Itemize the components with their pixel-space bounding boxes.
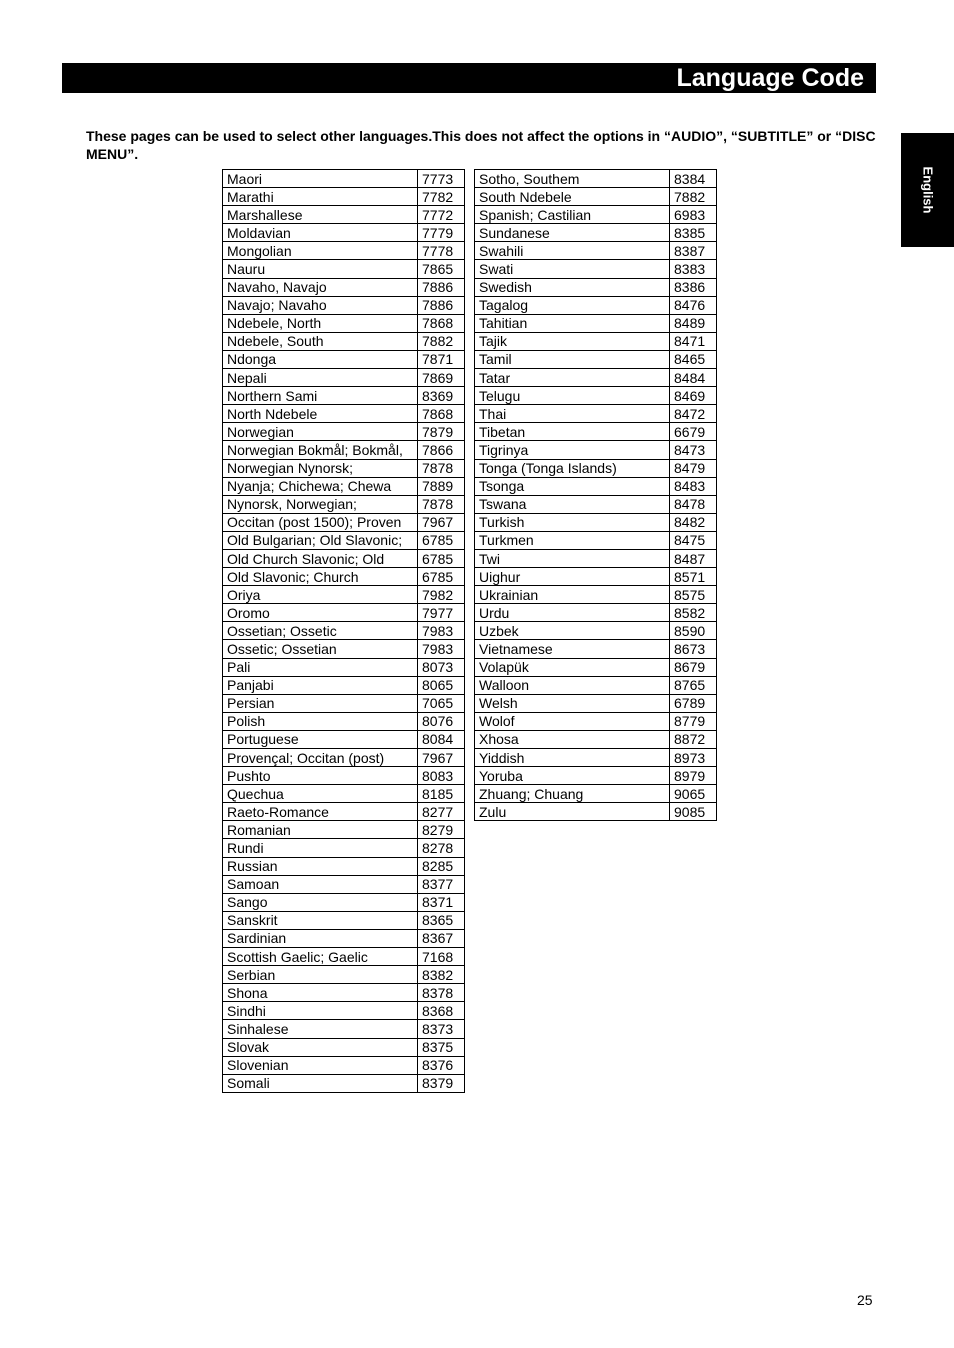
language-code: 8979 <box>670 767 717 785</box>
language-code: 8571 <box>670 568 717 586</box>
language-code: 8368 <box>418 1002 465 1020</box>
language-name: Xhosa <box>475 730 670 748</box>
table-row <box>223 749 465 767</box>
language-code: 7778 <box>418 242 465 260</box>
language-name: Sotho, Southem <box>475 170 670 188</box>
title-bar <box>62 63 876 93</box>
language-name: Norwegian Nynorsk; <box>223 459 418 477</box>
side-tab-label: English <box>920 166 935 214</box>
language-code: 8377 <box>418 875 465 893</box>
language-name: Nynorsk, Norwegian; <box>223 495 418 513</box>
table-row <box>475 242 717 260</box>
table-row <box>475 676 717 694</box>
language-name: Uighur <box>475 568 670 586</box>
table-row <box>223 495 465 513</box>
language-name: Navajo; Navaho <box>223 296 418 314</box>
language-name: Yoruba <box>475 767 670 785</box>
language-code: 7882 <box>418 332 465 350</box>
table-row <box>223 531 465 549</box>
table-row <box>475 640 717 658</box>
language-name: Nepali <box>223 369 418 387</box>
language-code: 8590 <box>670 622 717 640</box>
language-name: Tswana <box>475 495 670 513</box>
language-name: Sanskrit <box>223 911 418 929</box>
language-code: 8277 <box>418 803 465 821</box>
table-row <box>223 314 465 332</box>
language-name: Raeto-Romance <box>223 803 418 821</box>
language-code: 7967 <box>418 513 465 531</box>
language-name: Vietnamese <box>475 640 670 658</box>
table-row <box>223 893 465 911</box>
language-name: Tagalog <box>475 296 670 314</box>
language-name: Wolof <box>475 712 670 730</box>
table-row <box>475 477 717 495</box>
language-name: Oromo <box>223 604 418 622</box>
language-name: Twi <box>475 549 670 567</box>
table-row <box>475 531 717 549</box>
language-code: 8487 <box>670 549 717 567</box>
language-name: Ndebele, South <box>223 332 418 350</box>
language-code: 7878 <box>418 495 465 513</box>
language-code: 8476 <box>670 296 717 314</box>
language-code: 8387 <box>670 242 717 260</box>
table-row <box>223 405 465 423</box>
table-row <box>223 911 465 929</box>
language-code: 9065 <box>670 785 717 803</box>
language-name: Oriya <box>223 586 418 604</box>
language-name: Tajik <box>475 332 670 350</box>
language-code: 8076 <box>418 712 465 730</box>
language-name: Slovak <box>223 1038 418 1056</box>
language-name: Panjabi <box>223 676 418 694</box>
language-code: 6785 <box>418 531 465 549</box>
language-name: Serbian <box>223 966 418 984</box>
language-code: 7773 <box>418 170 465 188</box>
language-name: Old Bulgarian; Old Slavonic; <box>223 531 418 549</box>
table-row <box>223 350 465 368</box>
language-name: Zulu <box>475 803 670 821</box>
language-code: 7983 <box>418 622 465 640</box>
language-name: Tsonga <box>475 477 670 495</box>
table-row <box>223 477 465 495</box>
language-code: 7967 <box>418 749 465 767</box>
table-row <box>475 459 717 477</box>
language-name: Norwegian <box>223 423 418 441</box>
language-name: Maori <box>223 170 418 188</box>
language-name: Quechua <box>223 785 418 803</box>
table-row <box>223 369 465 387</box>
language-name: Zhuang; Chuang <box>475 785 670 803</box>
language-side-tab <box>901 133 954 247</box>
language-code: 8475 <box>670 531 717 549</box>
language-name: Ndebele, North <box>223 314 418 332</box>
language-code: 8367 <box>418 929 465 947</box>
language-code: 8084 <box>418 730 465 748</box>
language-name: Somali <box>223 1074 418 1092</box>
table-row <box>475 549 717 567</box>
language-name: Pushto <box>223 767 418 785</box>
language-name: Tamil <box>475 350 670 368</box>
language-name: Nyanja; Chichewa; Chewa <box>223 477 418 495</box>
table-row <box>223 1074 465 1092</box>
language-name: Sundanese <box>475 224 670 242</box>
table-row <box>475 423 717 441</box>
table-row <box>223 984 465 1002</box>
language-code: 7879 <box>418 423 465 441</box>
table-row <box>475 314 717 332</box>
language-code: 7982 <box>418 586 465 604</box>
table-row <box>223 622 465 640</box>
language-name: Ossetic; Ossetian <box>223 640 418 658</box>
table-row <box>475 803 717 821</box>
language-code: 6789 <box>670 694 717 712</box>
language-name: Tibetan <box>475 423 670 441</box>
language-code: 8375 <box>418 1038 465 1056</box>
language-code: 8285 <box>418 857 465 875</box>
language-code: 8483 <box>670 477 717 495</box>
table-row <box>223 658 465 676</box>
language-code: 8373 <box>418 1020 465 1038</box>
language-name: Pali <box>223 658 418 676</box>
language-code: 7886 <box>418 278 465 296</box>
table-row <box>475 332 717 350</box>
language-code: 8083 <box>418 767 465 785</box>
table-row <box>223 387 465 405</box>
language-code: 8482 <box>670 513 717 531</box>
table-row <box>475 296 717 314</box>
language-name: Navaho, Navajo <box>223 278 418 296</box>
language-code: 8478 <box>670 495 717 513</box>
language-code: 7782 <box>418 188 465 206</box>
language-code: 7983 <box>418 640 465 658</box>
language-code: 6785 <box>418 549 465 567</box>
language-code: 8371 <box>418 893 465 911</box>
language-name: Uzbek <box>475 622 670 640</box>
table-row <box>475 495 717 513</box>
language-code: 8872 <box>670 730 717 748</box>
language-name: Volapük <box>475 658 670 676</box>
language-name: Provençal; Occitan (post) <box>223 749 418 767</box>
table-row <box>475 441 717 459</box>
page-title: Language Code <box>676 64 864 92</box>
language-name: Polish <box>223 712 418 730</box>
table-row <box>223 730 465 748</box>
table-row <box>475 586 717 604</box>
table-row <box>223 513 465 531</box>
table-row <box>475 712 717 730</box>
language-name: Old Church Slavonic; Old <box>223 549 418 567</box>
language-name: Tonga (Tonga Islands) <box>475 459 670 477</box>
language-code: 9085 <box>670 803 717 821</box>
language-code: 8973 <box>670 749 717 767</box>
language-name: Marathi <box>223 188 418 206</box>
language-name: Welsh <box>475 694 670 712</box>
table-row <box>475 350 717 368</box>
language-name: Swahili <box>475 242 670 260</box>
language-code: 6785 <box>418 568 465 586</box>
language-code: 8378 <box>418 984 465 1002</box>
language-name: Northern Sami <box>223 387 418 405</box>
language-code: 8679 <box>670 658 717 676</box>
language-code: 8469 <box>670 387 717 405</box>
language-code: 8465 <box>670 350 717 368</box>
language-name: Tigrinya <box>475 441 670 459</box>
table-row <box>223 296 465 314</box>
language-name: Russian <box>223 857 418 875</box>
table-row <box>475 749 717 767</box>
language-name: Swati <box>475 260 670 278</box>
language-code-table-right <box>474 169 717 821</box>
language-name: Romanian <box>223 821 418 839</box>
language-code: 8582 <box>670 604 717 622</box>
language-code: 7868 <box>418 314 465 332</box>
language-code: 7882 <box>670 188 717 206</box>
language-name: Samoan <box>223 875 418 893</box>
language-name: Thai <box>475 405 670 423</box>
language-code: 8065 <box>418 676 465 694</box>
language-code: 7779 <box>418 224 465 242</box>
table-row <box>223 260 465 278</box>
language-name: Shona <box>223 984 418 1002</box>
table-row <box>475 785 717 803</box>
language-code: 8385 <box>670 224 717 242</box>
language-code: 7865 <box>418 260 465 278</box>
table-row <box>223 821 465 839</box>
language-name: Sardinian <box>223 929 418 947</box>
table-row <box>475 658 717 676</box>
table-row <box>475 369 717 387</box>
language-code: 8365 <box>418 911 465 929</box>
language-code: 7977 <box>418 604 465 622</box>
language-code: 7868 <box>418 405 465 423</box>
table-row <box>223 278 465 296</box>
table-row <box>223 875 465 893</box>
language-name: Yiddish <box>475 749 670 767</box>
table-row <box>475 278 717 296</box>
language-name: Walloon <box>475 676 670 694</box>
table-row <box>475 206 717 224</box>
language-name: North Ndebele <box>223 405 418 423</box>
language-name: Tatar <box>475 369 670 387</box>
language-name: Old Slavonic; Church <box>223 568 418 586</box>
table-row <box>475 767 717 785</box>
language-name: South Ndebele <box>475 188 670 206</box>
language-name: Occitan (post 1500); Proven <box>223 513 418 531</box>
language-code: 7065 <box>418 694 465 712</box>
language-code: 6679 <box>670 423 717 441</box>
table-row <box>223 857 465 875</box>
language-code: 7889 <box>418 477 465 495</box>
language-name: Ukrainian <box>475 586 670 604</box>
table-row <box>223 332 465 350</box>
table-row <box>223 224 465 242</box>
language-code: 8369 <box>418 387 465 405</box>
table-row <box>475 604 717 622</box>
table-row <box>223 1038 465 1056</box>
language-name: Nauru <box>223 260 418 278</box>
table-row <box>475 622 717 640</box>
language-code: 7871 <box>418 350 465 368</box>
language-code: 8673 <box>670 640 717 658</box>
language-code: 8185 <box>418 785 465 803</box>
table-row <box>223 839 465 857</box>
language-code: 8489 <box>670 314 717 332</box>
table-row <box>223 549 465 567</box>
table-row <box>223 785 465 803</box>
table-row <box>223 929 465 947</box>
language-code: 8479 <box>670 459 717 477</box>
language-name: Slovenian <box>223 1056 418 1074</box>
language-name: Moldavian <box>223 224 418 242</box>
page-number: 25 <box>857 1292 873 1308</box>
language-name: Sinhalese <box>223 1020 418 1038</box>
table-row <box>475 188 717 206</box>
language-code: 7869 <box>418 369 465 387</box>
language-name: Mongolian <box>223 242 418 260</box>
table-row <box>475 260 717 278</box>
table-row <box>223 676 465 694</box>
table-row <box>475 730 717 748</box>
table-row <box>223 441 465 459</box>
language-name: Turkish <box>475 513 670 531</box>
language-name: Urdu <box>475 604 670 622</box>
language-code: 8779 <box>670 712 717 730</box>
table-row <box>475 170 717 188</box>
language-name: Rundi <box>223 839 418 857</box>
table-row <box>223 1056 465 1074</box>
language-code: 7168 <box>418 948 465 966</box>
table-row <box>223 459 465 477</box>
language-code: 8386 <box>670 278 717 296</box>
language-name: Sango <box>223 893 418 911</box>
language-code: 8471 <box>670 332 717 350</box>
language-name: Marshallese <box>223 206 418 224</box>
language-name: Ndonga <box>223 350 418 368</box>
language-code: 8472 <box>670 405 717 423</box>
table-row <box>223 694 465 712</box>
language-code: 8379 <box>418 1074 465 1092</box>
table-row <box>223 242 465 260</box>
language-code: 8382 <box>418 966 465 984</box>
table-row <box>475 694 717 712</box>
language-code: 8279 <box>418 821 465 839</box>
language-code: 8278 <box>418 839 465 857</box>
language-name: Ossetian; Ossetic <box>223 622 418 640</box>
language-name: Portuguese <box>223 730 418 748</box>
table-row <box>223 1002 465 1020</box>
language-code: 6983 <box>670 206 717 224</box>
language-name: Tahitian <box>475 314 670 332</box>
table-row <box>223 803 465 821</box>
language-name: Swedish <box>475 278 670 296</box>
table-row <box>475 513 717 531</box>
table-row <box>223 170 465 188</box>
table-row <box>475 387 717 405</box>
language-code: 7878 <box>418 459 465 477</box>
language-code: 7772 <box>418 206 465 224</box>
table-row <box>223 206 465 224</box>
language-code: 8473 <box>670 441 717 459</box>
language-code: 8575 <box>670 586 717 604</box>
table-row <box>223 966 465 984</box>
table-row <box>223 604 465 622</box>
language-name: Telugu <box>475 387 670 405</box>
language-name: Persian <box>223 694 418 712</box>
table-row <box>223 1020 465 1038</box>
language-code: 7886 <box>418 296 465 314</box>
language-name: Scottish Gaelic; Gaelic <box>223 948 418 966</box>
table-row <box>475 405 717 423</box>
language-name: Sindhi <box>223 1002 418 1020</box>
language-name: Turkmen <box>475 531 670 549</box>
language-code: 7866 <box>418 441 465 459</box>
table-row <box>223 712 465 730</box>
table-row <box>475 568 717 586</box>
table-row <box>223 640 465 658</box>
language-code: 8376 <box>418 1056 465 1074</box>
table-row <box>223 188 465 206</box>
table-row <box>475 224 717 242</box>
table-row <box>223 948 465 966</box>
table-row <box>223 767 465 785</box>
language-code: 8765 <box>670 676 717 694</box>
language-name: Norwegian Bokmål; Bokmål, <box>223 441 418 459</box>
intro-text: These pages can be used to select other languages.This does not affect the options in “AUDIO”, “SUBTITLE” or “DISC MENU”. <box>86 128 876 162</box>
language-name: Spanish; Castilian <box>475 206 670 224</box>
language-code: 8484 <box>670 369 717 387</box>
table-row <box>223 568 465 586</box>
language-code-table-left <box>222 169 465 1093</box>
language-code: 8073 <box>418 658 465 676</box>
language-code: 8383 <box>670 260 717 278</box>
table-row <box>223 423 465 441</box>
language-code: 8384 <box>670 170 717 188</box>
table-row <box>223 586 465 604</box>
